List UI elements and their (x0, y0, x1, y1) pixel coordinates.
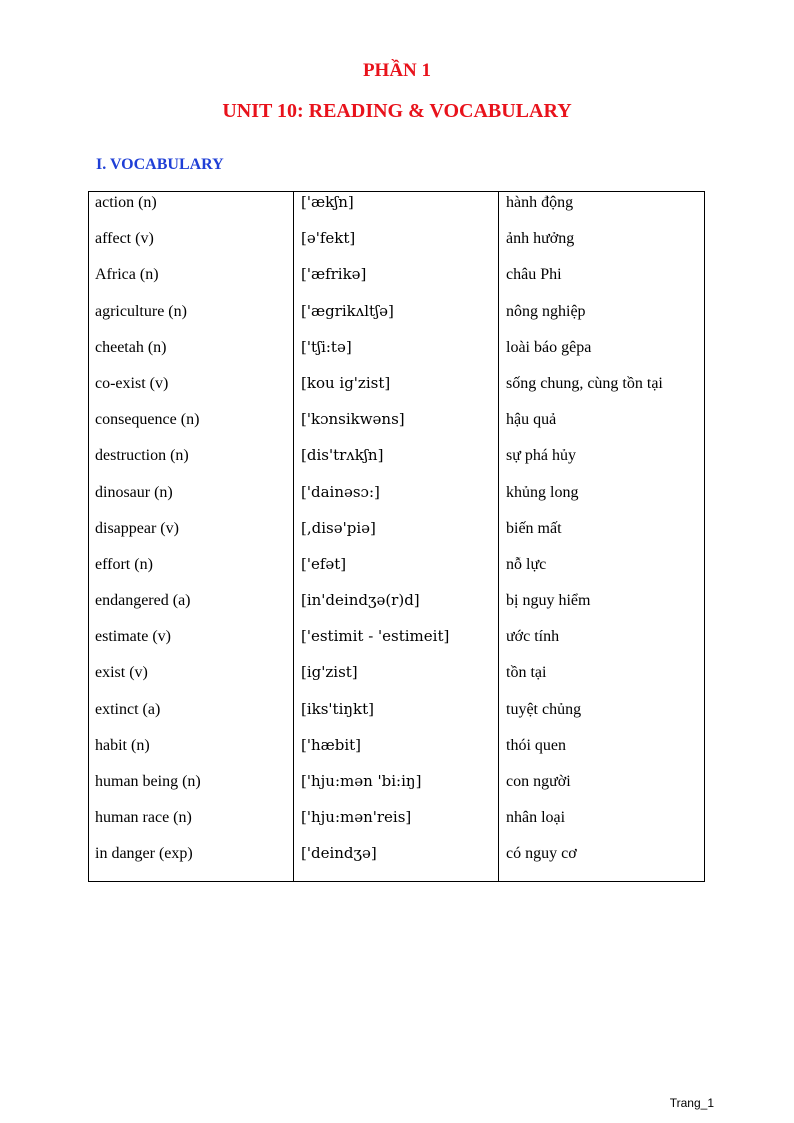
vocab-pronunciation: ['dainəsɔ:] (301, 482, 380, 501)
word-column (89, 192, 294, 881)
vocab-pronunciation: ['æfrikə] (301, 265, 367, 284)
vocab-word: human race (n) (95, 809, 192, 827)
vocab-pronunciation: ['kɔnsikwəns] (301, 410, 405, 429)
vocab-meaning: con người (506, 773, 571, 790)
vocab-pronunciation: ['efət] (301, 554, 347, 573)
vocab-meaning: thói quen (506, 736, 566, 754)
vocab-pronunciation: ['hæbit] (301, 735, 362, 754)
unit-title: UNIT 10: READING & VOCABULARY (222, 100, 572, 122)
vocabulary-table (88, 191, 705, 882)
vocab-meaning: biến mất (506, 519, 562, 537)
vocab-meaning: nỗ lực (506, 555, 547, 573)
vocab-word: endangered (a) (95, 592, 191, 610)
vocab-meaning: nông nghiệp (506, 302, 586, 320)
vocab-meaning: ảnh hưởng (506, 230, 575, 248)
vocab-word: destruction (n) (95, 447, 189, 465)
vocab-meaning: có nguy cơ (506, 845, 577, 863)
vocab-word: action (n) (95, 194, 157, 211)
vocab-pronunciation: ['hju:mən 'bi:iŋ] (301, 772, 422, 790)
pronunciation-column (294, 192, 499, 881)
vocab-pronunciation: [dis'trʌkʃn] (301, 446, 384, 465)
vocab-pronunciation: ['hju:mən'reis] (301, 808, 412, 827)
vocab-pronunciation: [kou ig'zist] (301, 373, 391, 392)
vocab-pronunciation: ['deindʒə] (301, 844, 377, 863)
vocab-pronunciation: ['ækʃn] (301, 193, 354, 211)
vocab-pronunciation: [in'deindʒə(r)d] (301, 591, 420, 610)
vocab-meaning: bị nguy hiểm (506, 592, 591, 610)
page-number: Trang_1 (669, 1096, 714, 1110)
vocab-pronunciation: [ig'zist] (301, 663, 358, 682)
vocab-meaning: tồn tại (506, 664, 547, 682)
vocab-word: cheetah (n) (95, 338, 167, 356)
vocab-pronunciation: [,disə'piə] (301, 518, 376, 537)
vocab-word: dinosaur (n) (95, 483, 173, 501)
meaning-column (499, 192, 704, 881)
vocab-meaning: châu Phi (506, 266, 562, 284)
vocab-pronunciation: [iks'tiŋkt] (301, 699, 375, 718)
section-heading: I. VOCABULARY (96, 156, 224, 173)
vocab-meaning: sự phá hủy (506, 447, 576, 465)
vocab-word: extinct (a) (95, 700, 161, 718)
vocab-meaning: sống chung, cùng tồn tại (506, 374, 663, 392)
vocab-meaning: khủng long (506, 483, 579, 501)
vocab-word: estimate (v) (95, 628, 171, 646)
vocab-pronunciation: [ə'fekt] (301, 229, 356, 248)
vocab-word: exist (v) (95, 664, 148, 682)
vocab-pronunciation: ['tʃi:tə] (301, 337, 352, 356)
vocab-pronunciation: ['estimit - 'estimeit] (301, 627, 450, 646)
vocab-word: agriculture (n) (95, 302, 187, 320)
vocab-word: habit (n) (95, 736, 150, 754)
vocab-word: consequence (n) (95, 411, 200, 429)
vocab-meaning: hậu quả (506, 411, 557, 429)
vocab-word: human being (n) (95, 773, 201, 790)
vocab-word: disappear (v) (95, 519, 179, 537)
vocab-word: in danger (exp) (95, 845, 193, 863)
vocab-word: Africa (n) (95, 266, 159, 284)
vocab-meaning: loài báo gêpa (506, 338, 592, 356)
vocab-word: effort (n) (95, 555, 153, 573)
part-title: PHẦN 1 (362, 60, 432, 81)
vocab-meaning: tuyệt chủng (506, 700, 582, 718)
vocab-meaning: ước tính (506, 628, 560, 646)
vocab-word: co-exist (v) (95, 374, 169, 392)
vocab-pronunciation: ['ægrikʌltʃə] (301, 301, 394, 320)
vocab-meaning: hành động (506, 194, 574, 211)
vocab-word: affect (v) (95, 230, 154, 248)
vocab-meaning: nhân loại (506, 809, 566, 827)
